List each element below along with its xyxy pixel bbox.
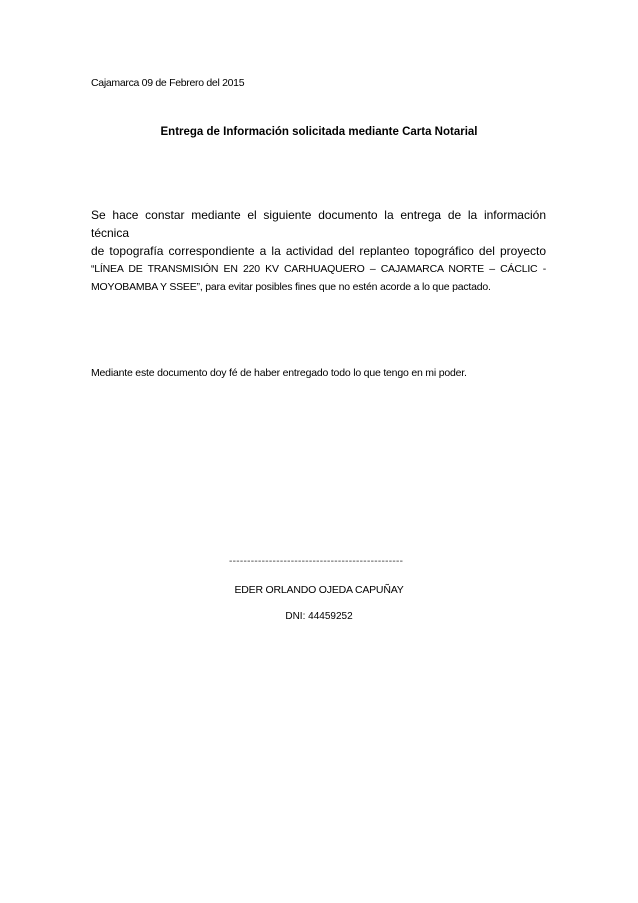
paragraph-line: MOYOBAMBA Y SSEE”, para evitar posibles fines que no estén acorde a lo que pactado. (91, 281, 491, 293)
document-title: Entrega de Información solicitada mediante Carta Notarial (160, 126, 478, 138)
date-line: Cajamarca 09 de Febrero del 2015 (91, 77, 245, 89)
signer-dni: DNI: 44459252 (285, 611, 353, 622)
paragraph-line: de topografía correspondiente a la actividad del replanteo topográfico del proyecto (91, 244, 546, 258)
paragraph-line: “LÍNEA DE TRANSMISIÓN EN 220 KV CARHUAQUERO – CAJAMARCA NORTE – CÁCLIC - (91, 263, 546, 275)
paragraph-delivery-statement (91, 206, 546, 296)
signer-name: EDER ORLANDO OJEDA CAPUÑAY (234, 584, 404, 596)
paragraph-attestation: Mediante este documento doy fé de haber entregado todo lo que tengo en mi poder. (91, 367, 467, 379)
paragraph-line: Se hace constar mediante el siguiente documento la entrega de la información técnica (91, 208, 546, 240)
signature-line: ------------------------------------------------ (229, 556, 404, 567)
